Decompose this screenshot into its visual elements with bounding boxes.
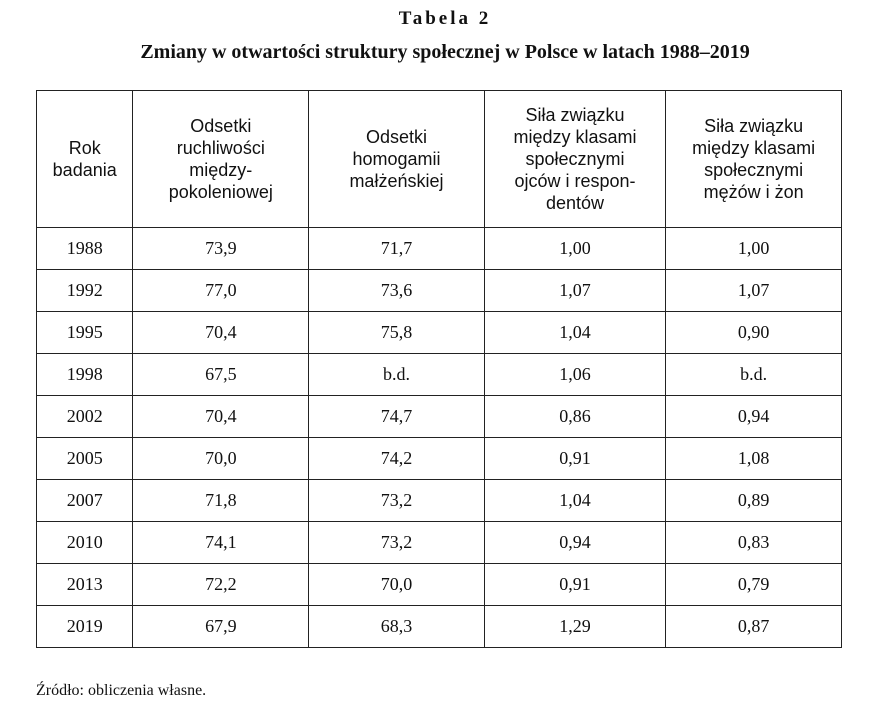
- cell-fathers-respondents: 0,91: [484, 438, 666, 480]
- cell-fathers-respondents: 0,91: [484, 564, 666, 606]
- cell-homogamy: 73,6: [309, 270, 485, 312]
- cell-homogamy: 73,2: [309, 522, 485, 564]
- cell-year: 2019: [37, 606, 133, 648]
- header-homogamy-line: małżeńskiej: [349, 171, 444, 191]
- header-fathers-line: między klasami: [513, 127, 637, 147]
- cell-fathers-respondents: 1,07: [484, 270, 666, 312]
- header-year: [37, 91, 133, 228]
- cell-year: 1995: [37, 312, 133, 354]
- table-title: Zmiany w otwartości struktury społecznej w Polsce w latach 1988–2019: [140, 41, 750, 63]
- header-fathers-line: społecznymi: [525, 149, 625, 169]
- cell-husbands-wives: b.d.: [666, 354, 842, 396]
- cell-year: 2002: [37, 396, 133, 438]
- header-row: [37, 91, 842, 228]
- table-row: [37, 564, 842, 606]
- cell-fathers-respondents: 1,29: [484, 606, 666, 648]
- cell-homogamy: 70,0: [309, 564, 485, 606]
- table-row: [37, 312, 842, 354]
- table-number: Tabela 2: [398, 8, 492, 29]
- cell-fathers-respondents: 1,06: [484, 354, 666, 396]
- header-homogamy: [309, 91, 485, 228]
- cell-fathers-respondents: 1,04: [484, 312, 666, 354]
- source-note: Źródło: obliczenia własne.: [36, 682, 207, 699]
- cell-husbands-wives: 0,79: [666, 564, 842, 606]
- header-fathers-respondents: [484, 91, 666, 228]
- header-fathers-line: dentów: [546, 193, 605, 213]
- cell-year: 1988: [37, 228, 133, 270]
- header-fathers-line: ojców i respon-: [514, 171, 636, 191]
- cell-husbands-wives: 0,83: [666, 522, 842, 564]
- cell-husbands-wives: 1,07: [666, 270, 842, 312]
- cell-mobility: 70,4: [133, 396, 309, 438]
- cell-year: 2007: [37, 480, 133, 522]
- cell-husbands-wives: 0,94: [666, 396, 842, 438]
- header-spouses-line: Siła związku: [704, 116, 804, 136]
- header-homogamy-line: Odsetki: [365, 127, 427, 147]
- header-homogamy-line: homogamii: [352, 149, 441, 169]
- header-mobility-line: między-: [189, 160, 253, 180]
- cell-homogamy: 73,2: [309, 480, 485, 522]
- table-row: [37, 522, 842, 564]
- table-row: [37, 396, 842, 438]
- cell-homogamy: 68,3: [309, 606, 485, 648]
- cell-husbands-wives: 0,87: [666, 606, 842, 648]
- cell-homogamy: 74,7: [309, 396, 485, 438]
- cell-fathers-respondents: 0,86: [484, 396, 666, 438]
- cell-homogamy: 74,2: [309, 438, 485, 480]
- table-row: [37, 228, 842, 270]
- header-mobility-line: ruchliwości: [176, 138, 265, 158]
- header-spouses-line: między klasami: [692, 138, 816, 158]
- table-row: [37, 480, 842, 522]
- cell-year: 1992: [37, 270, 133, 312]
- header-mobility: [133, 91, 309, 228]
- data-table: [36, 90, 842, 648]
- header-husbands-wives: [666, 91, 842, 228]
- cell-husbands-wives: 0,89: [666, 480, 842, 522]
- cell-fathers-respondents: 0,94: [484, 522, 666, 564]
- table-row: [37, 606, 842, 648]
- cell-husbands-wives: 0,90: [666, 312, 842, 354]
- header-year-line: Rok: [68, 138, 101, 158]
- cell-mobility: 73,9: [133, 228, 309, 270]
- cell-year: 1998: [37, 354, 133, 396]
- cell-mobility: 72,2: [133, 564, 309, 606]
- cell-mobility: 74,1: [133, 522, 309, 564]
- cell-mobility: 70,0: [133, 438, 309, 480]
- cell-homogamy: 75,8: [309, 312, 485, 354]
- header-spouses-line: mężów i żon: [703, 182, 804, 202]
- cell-homogamy: 71,7: [309, 228, 485, 270]
- cell-mobility: 71,8: [133, 480, 309, 522]
- cell-homogamy: b.d.: [309, 354, 485, 396]
- cell-fathers-respondents: 1,00: [484, 228, 666, 270]
- cell-year: 2005: [37, 438, 133, 480]
- cell-year: 2010: [37, 522, 133, 564]
- cell-fathers-respondents: 1,04: [484, 480, 666, 522]
- header-spouses-line: społecznymi: [704, 160, 804, 180]
- table-row: [37, 438, 842, 480]
- header-mobility-line: pokoleniowej: [168, 182, 273, 202]
- cell-mobility: 67,9: [133, 606, 309, 648]
- cell-mobility: 67,5: [133, 354, 309, 396]
- header-fathers-line: Siła związku: [525, 105, 625, 125]
- cell-husbands-wives: 1,08: [666, 438, 842, 480]
- cell-year: 2013: [37, 564, 133, 606]
- table-row: [37, 270, 842, 312]
- cell-mobility: 70,4: [133, 312, 309, 354]
- cell-mobility: 77,0: [133, 270, 309, 312]
- header-year-line: badania: [52, 160, 117, 180]
- header-mobility-line: Odsetki: [190, 116, 252, 136]
- cell-husbands-wives: 1,00: [666, 228, 842, 270]
- table-row: [37, 354, 842, 396]
